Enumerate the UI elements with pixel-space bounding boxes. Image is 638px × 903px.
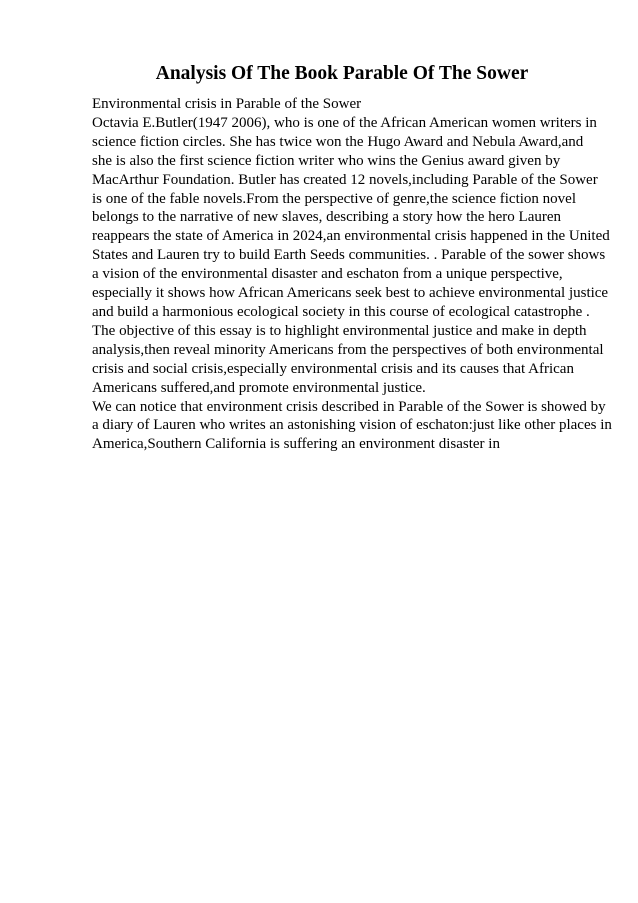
body-line: belongs to the narrative of new slaves, describing a story how the hero Lauren xyxy=(92,209,562,226)
body-line: The objective of this essay is to highlight environmental justice and make in depth xyxy=(92,322,587,339)
body-line: Octavia E.Butler(1947 2006), who is one of the African American women writers in xyxy=(92,114,597,131)
document-title: Analysis Of The Book Parable Of The Sower xyxy=(155,63,529,84)
document-body xyxy=(92,95,612,454)
body-line: States and Lauren try to build Earth Seeds communities. . Parable of the sower shows xyxy=(92,247,606,264)
body-line: and build a harmonious ecological society in this course of ecological catastrophe . xyxy=(92,303,590,320)
body-line: is one of the fable novels.From the perspective of genre,the science fiction novel xyxy=(92,190,576,207)
body-line: reappears the state of America in 2024,an environmental crisis happened in the United xyxy=(92,228,610,245)
body-line: Americans suffered,and promote environmental justice. xyxy=(92,379,426,396)
body-line: a vision of the environmental disaster and eschaton from a unique perspective, xyxy=(92,266,563,283)
body-line: she is also the first science fiction writer who wins the Genius award given by xyxy=(92,152,561,169)
body-line: a diary of Lauren who writes an astonishing vision of eschaton:just like other places in xyxy=(92,417,612,434)
body-line: MacArthur Foundation. Butler has created 12 novels,including Parable of the Sower xyxy=(92,171,598,188)
body-line: crisis and social crisis,especially environmental crisis and its causes that African xyxy=(92,360,574,377)
body-line: science fiction circles. She has twice won the Hugo Award and Nebula Award,and xyxy=(92,133,584,150)
body-line: analysis,then reveal minority Americans from the perspectives of both environmental xyxy=(92,341,604,358)
body-line: especially it shows how African Americans seek best to achieve environmental justice xyxy=(92,285,609,302)
body-line: America,Southern California is suffering an environment disaster in xyxy=(92,436,500,453)
body-line: Environmental crisis in Parable of the Sower xyxy=(92,96,362,112)
body-line: We can notice that environment crisis described in Parable of the Sower is showed by xyxy=(92,398,606,415)
